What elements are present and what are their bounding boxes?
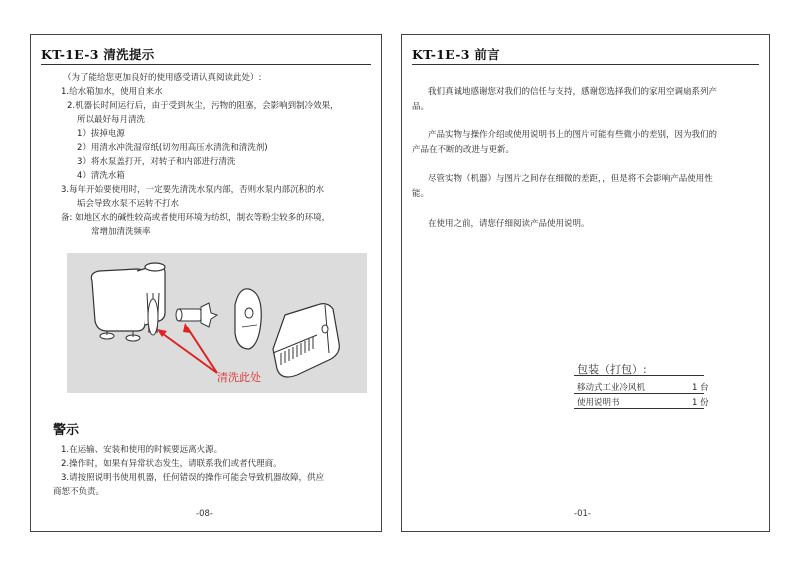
packing-row-rule [574,393,704,394]
left-page-header: KT-1E-3 清洗提示 [41,47,155,62]
packing-item-qty: 1 台 [692,383,709,393]
left-header-rule [41,64,371,65]
left-page [30,34,382,532]
right-page-header: KT-1E-3 前言 [412,47,500,62]
clean-item-3-cont: 垢会导致水泵不运转不打水 [77,199,180,209]
clean-item-3: 3.每年开始要使用时，一定要先清洗水泵内部，否则水泵内部沉积的水 [61,185,325,195]
cleaning-figure [67,253,367,393]
clean-item-1: 1.给水箱加水，使用自来水 [61,87,163,97]
clean-sub-3: 3）将水泵盖打开，对转子和内部进行清洗 [77,157,236,167]
intro-text: （为了能给您更加良好的使用感受请认真阅读此处）: [63,73,262,83]
right-page-number: -01- [574,509,591,519]
right-header-rule [412,64,759,65]
preface-para-2-line-2: 产品在不断的改进与更新。 [412,145,515,155]
warning-title: 警示 [53,423,80,438]
clean-note: 备: 如地区水的碱性较高或者使用环境为纺织，制衣等粉尘较多的环境， [61,213,331,223]
left-page-number: -08- [196,509,213,519]
warning-3-cont: 商恕不负责。 [53,487,105,497]
right-page [401,34,770,532]
clean-sub-2: 2）用清水冲洗湿帘纸(切勿用高压水清洗和清洗剂) [77,143,268,153]
packing-title-rule [574,375,704,376]
preface-para-4: 在使用之前，请您仔细阅读产品使用说明。 [428,219,590,229]
clean-note-cont: 常增加清洗频率 [91,227,151,237]
packing-item-name: 使用说明书 [577,398,620,408]
warning-2: 2.操作时，如果有异常状态发生，请联系我们或者代理商。 [61,459,282,469]
clean-sub-1: 1）拔掉电源 [77,129,125,139]
packing-item-qty: 1 份 [692,398,709,408]
figure-label: 清洗此处 [217,371,261,384]
preface-para-3-line-1: 尽管实物（机器）与图片之间存在细微的差距，，但是将不会影响产品使用性 [428,174,713,184]
clean-item-2-cont: 所以最好每月清洗 [77,115,146,125]
warning-3: 3.请按照说明书使用机器，任何错误的操作可能会导致机器故障，供应 [61,473,325,483]
preface-para-2-line-1: 产品实物与操作介绍或使用说明书上的图片可能有些微小的差别，因为我们的 [428,130,718,140]
clean-sub-4: 4）清洗水箱 [77,171,125,181]
warning-1: 1.在运输、安装和使用的时候要远离火源。 [61,445,223,455]
preface-para-1-line-1: 我们真诚地感谢您对我们的信任与支持，感谢您选择我们的家用空调扇系列产 [428,87,718,97]
packing-item-name: 移动式工业冷风机 [577,383,646,393]
preface-para-1-line-2: 品。 [412,102,430,112]
preface-para-3-line-2: 能。 [412,189,430,199]
packing-title: 包装（打包）: [577,363,647,376]
clean-item-2: 2.机器长时间运行后，由于受到灰尘，污物的阻塞，会影响到制冷效果， [67,101,339,111]
packing-row-rule [574,408,704,409]
